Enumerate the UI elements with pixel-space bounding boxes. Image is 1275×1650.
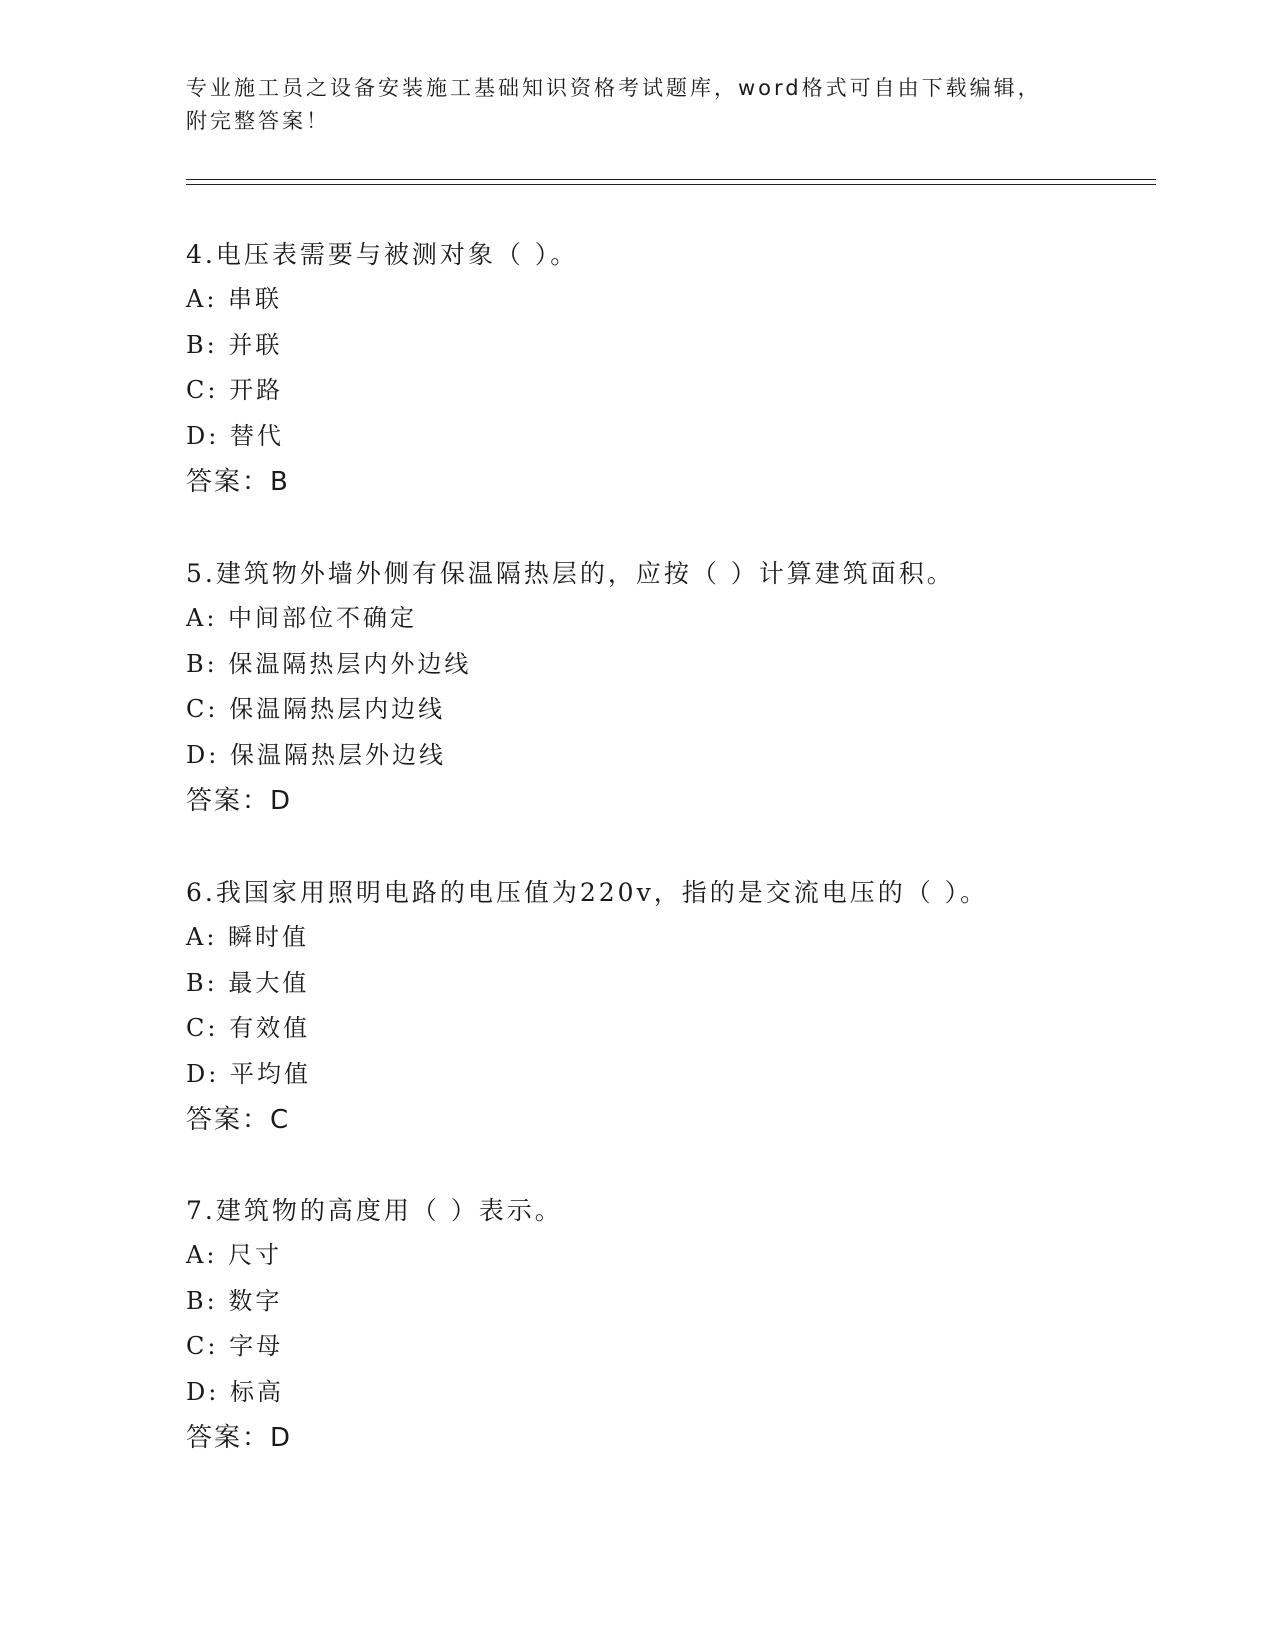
answer: 答案：D: [186, 1423, 293, 1453]
question-text: 6.我国家用照明电路的电压值为220v，指的是交流电压的（ ）。: [186, 878, 989, 907]
option-d: D: 标高: [186, 1377, 284, 1406]
document-header: [186, 72, 1086, 138]
option-c: C: 开路: [186, 376, 284, 404]
option-a: A: 串联: [186, 285, 283, 313]
header-divider-bottom: [186, 184, 1156, 185]
answer: 答案：D: [186, 786, 293, 816]
header-divider-top: [186, 179, 1156, 180]
option-b: B: 并联: [186, 330, 283, 359]
option-c: C: 字母: [186, 1332, 284, 1360]
question-4: [186, 232, 1146, 505]
option-a: A: 瞬时值: [186, 923, 310, 951]
option-d: D: 替代: [186, 421, 284, 450]
option-d: D: 平均值: [186, 1059, 311, 1088]
option-b: B: 保温隔热层内外边线: [186, 649, 472, 678]
answer: 答案：C: [186, 1105, 291, 1135]
option-a: A: 中间部位不确定: [186, 604, 418, 632]
option-d: D: 保温隔热层外边线: [186, 740, 446, 769]
question-7: [186, 1188, 1146, 1461]
question-text: 7.建筑物的高度用（ ）表示。: [186, 1196, 563, 1225]
question-5: [186, 551, 1146, 824]
option-b: B: 最大值: [186, 968, 310, 997]
header-line-2: 附完整答案！: [186, 109, 330, 133]
header-line-1: 专业施工员之设备安装施工基础知识资格考试题库，word格式可自由下载编辑，: [186, 76, 1042, 100]
question-text: 4.电压表需要与被测对象（ ）。: [186, 240, 579, 269]
option-c: C: 保温隔热层内边线: [186, 695, 446, 723]
answer: 答案：B: [186, 467, 290, 497]
option-b: B: 数字: [186, 1286, 283, 1315]
option-c: C: 有效值: [186, 1014, 311, 1042]
question-6: [186, 870, 1146, 1143]
question-text: 5.建筑物外墙外侧有保温隔热层的，应按（ ）计算建筑面积。: [186, 559, 955, 588]
option-a: A: 尺寸: [186, 1241, 283, 1269]
